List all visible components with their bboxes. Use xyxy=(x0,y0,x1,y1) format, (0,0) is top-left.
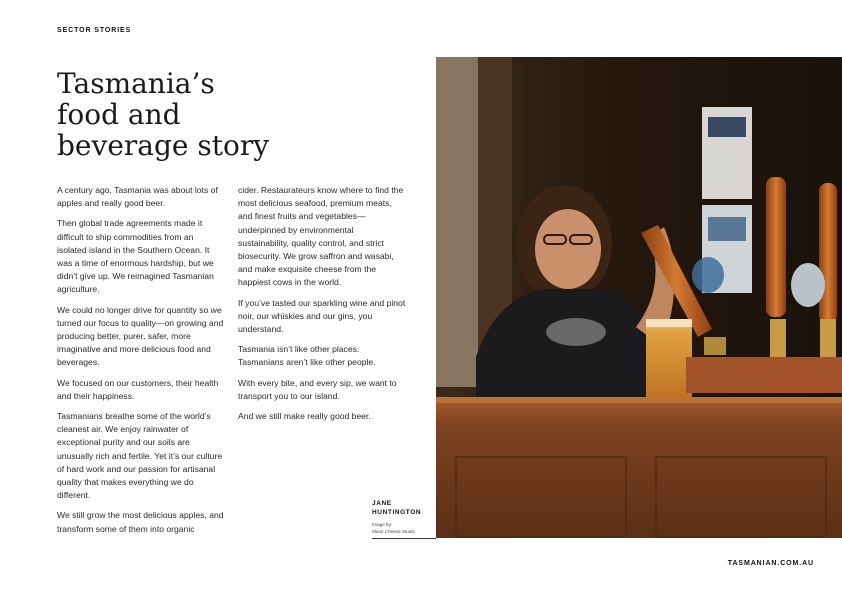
paragraph: A century ago, Tasmania was about lots of apples and really good beer. xyxy=(57,185,218,209)
face xyxy=(535,209,601,289)
page-title xyxy=(57,68,287,161)
paragraph: We could no longer drive for quantity so we turned our focus to quality—on growing and producing better, purer, safer, more imaginative and more delicious food and beverages. xyxy=(57,304,224,368)
paragraph: With every bite, and every sip, we want to transport you to our island. xyxy=(238,377,397,401)
paragraph: Then global trade agreements made it difficult to ship commodities from an isolated island in the Southern Ocean. It was a time of enormous hardship, but we didn’t give up. We reimagined Tasmanian agriculture. xyxy=(57,218,214,295)
paragraph: And we still make really good beer. xyxy=(238,411,371,422)
paragraph: Tasmania isn’t like other places. Tasmanians aren’t like other people. xyxy=(238,344,376,368)
paragraph: If you’ve tasted our sparkling wine and pinot noir, our whiskies and our gins, you understand. xyxy=(238,297,406,335)
body-column-2 xyxy=(238,184,406,430)
paragraph: We still grow the most delicious apples, and transform some of them into organic xyxy=(57,510,224,534)
credit-label: Image by: xyxy=(372,522,393,527)
window-light xyxy=(436,57,478,387)
bar-counter xyxy=(436,397,842,538)
paragraph: We focused on our customers, their health and their happiness. xyxy=(57,377,219,401)
paragraph: Tasmanians breathe some of the world’s cleanest air. We enjoy rainwater of exceptional purity and our soils are unusually rich and fertile. Yet it’s our culture of hard work and our passion for artisanal quality that makes everything we do different. xyxy=(57,411,223,501)
photo-illustration xyxy=(436,57,842,538)
credit-name-line-2: HUNTINGTON xyxy=(372,509,422,516)
website-url: TASMANIAN.COM.AU xyxy=(727,560,814,567)
credit-name xyxy=(372,499,436,517)
title-line-1: Tasmania’s xyxy=(57,67,215,100)
credit-name-line-1: JANE xyxy=(372,500,392,507)
section-eyebrow: SECTOR STORIES xyxy=(57,27,132,34)
tap-handle xyxy=(819,183,837,323)
paragraph: cider. Restaurateurs know where to find the most delicious seafood, premium meats, and finest fruits and vegetables—underpinned by environmental sustainability, quality control, and strict biosecurity. We grow saffron and wasabi, and make exquisite cheese from the happiest cows in the world. xyxy=(238,185,404,288)
photo-credit xyxy=(372,499,436,535)
title-line-2: food and xyxy=(57,98,181,131)
credit-source: Moon Cheese Studio xyxy=(372,528,415,534)
credit-divider xyxy=(372,538,436,539)
title-line-3: beverage story xyxy=(57,129,270,162)
tap-handle xyxy=(766,177,786,317)
body-column-1 xyxy=(57,184,225,543)
bar-photo xyxy=(436,57,842,538)
